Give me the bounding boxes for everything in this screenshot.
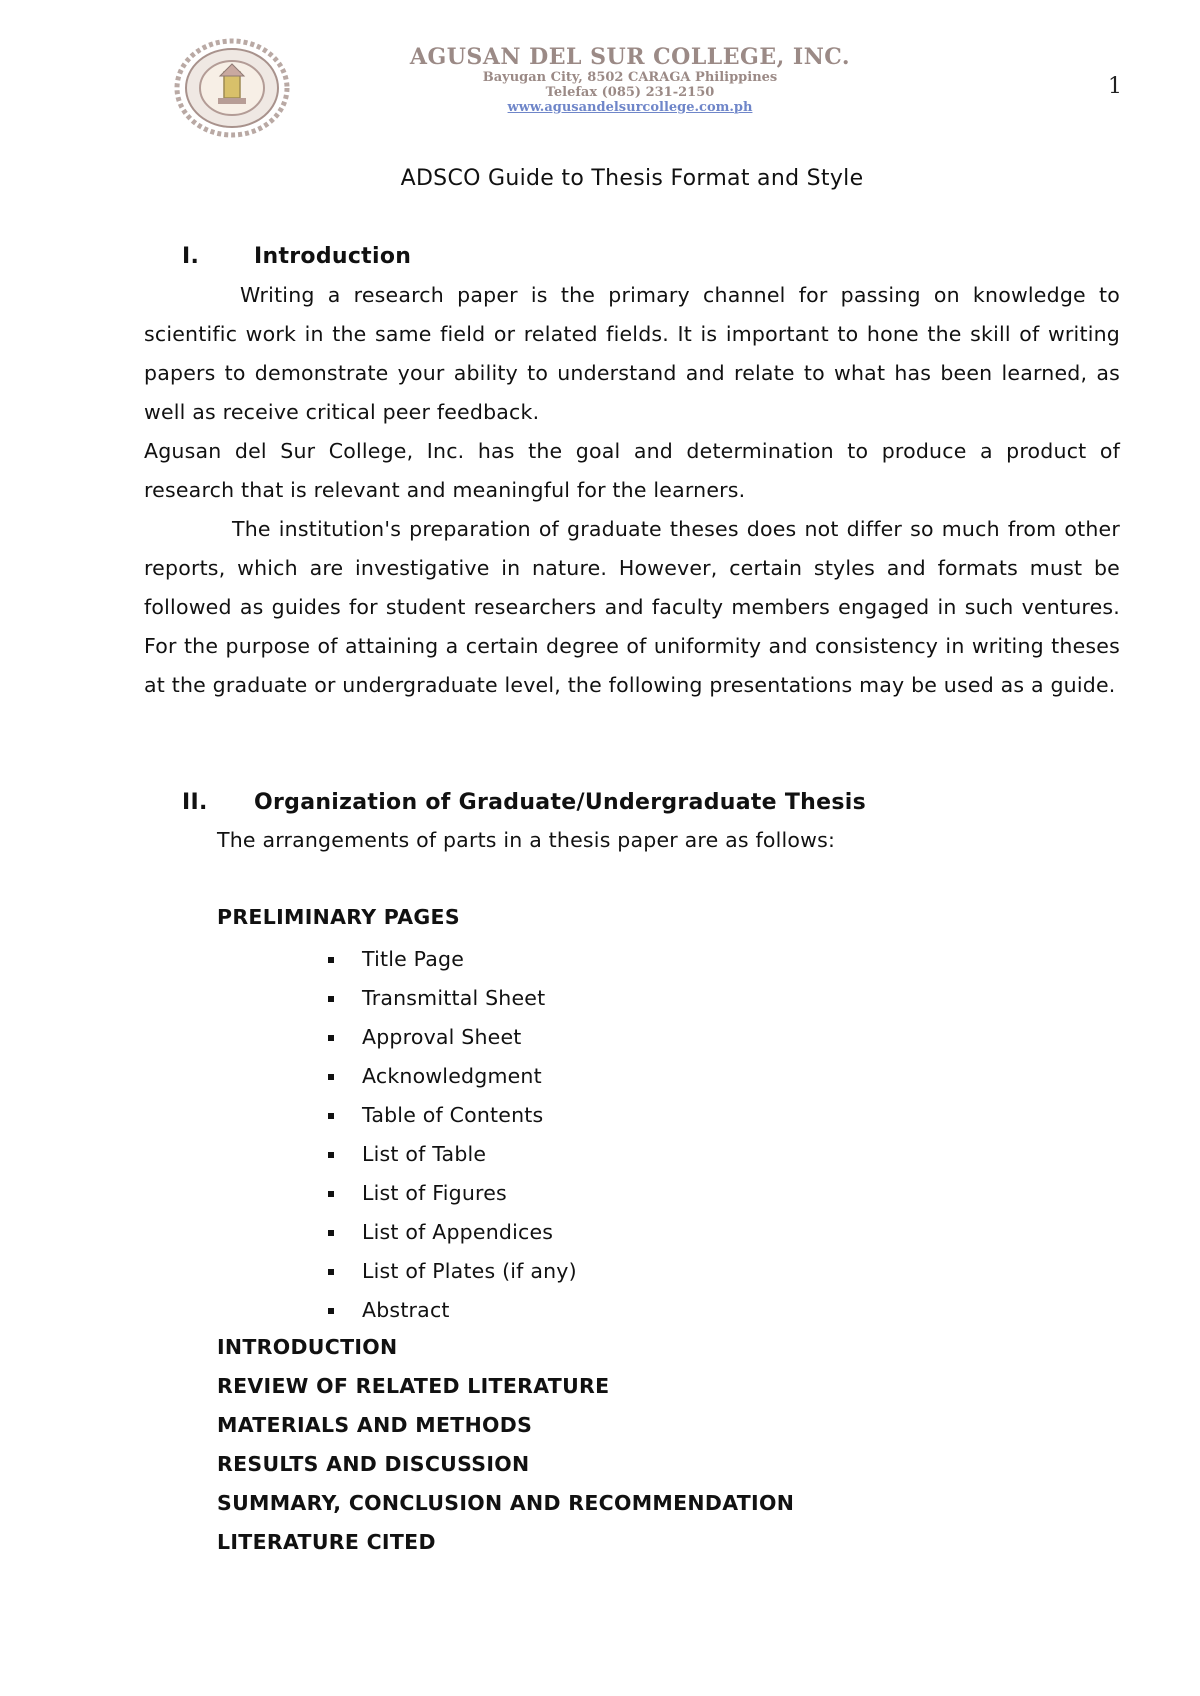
list-item-label: Table of Contents [362, 1103, 544, 1127]
list-item-label: Acknowledgment [362, 1064, 542, 1088]
paragraph: The institution's preparation of graduate theses does not differ so much from other reports, which are investigative in nature. However, certain styles and formats must be followed as guides for student researchers and faculty members engaged in such ventures. For the purpose of attaining a certain degree of uniformity and consistency in writing theses at the graduate or undergraduate level, the following presentations may be used as a guide. [144, 517, 1120, 697]
college-header [370, 44, 890, 116]
list-item [328, 1057, 577, 1096]
list-item-label: Transmittal Sheet [362, 986, 546, 1010]
bullet-square-icon [328, 957, 334, 963]
section-intro: The arrangements of parts in a thesis paper are as follows: [217, 828, 836, 852]
bullet-square-icon [328, 1074, 334, 1080]
list-item [328, 940, 577, 979]
college-telefax: Telefax (085) 231-2150 [545, 85, 715, 100]
bullet-square-icon [328, 1191, 334, 1197]
page-number: 1 [1108, 74, 1122, 99]
paragraph: Agusan del Sur College, Inc. has the goal and determination to produce a product of research that is relevant and meaningful for the learners. [144, 439, 1120, 502]
section-title: Introduction [254, 244, 412, 269]
section-title: Organization of Graduate/Undergraduate Thesis [254, 790, 866, 815]
bullet-square-icon [328, 1269, 334, 1275]
list-item-label: List of Appendices [362, 1220, 554, 1244]
main-part-methods: MATERIALS AND METHODS [217, 1413, 533, 1437]
preliminary-pages-heading: PRELIMINARY PAGES [217, 905, 460, 929]
list-item-label: List of Table [362, 1142, 487, 1166]
list-item-label: Title Page [362, 947, 465, 971]
section-heading-organization [182, 790, 866, 815]
bullet-square-icon [328, 1152, 334, 1158]
section-number: I. [182, 244, 200, 269]
bullet-square-icon [328, 1035, 334, 1041]
list-item-label: List of Plates (if any) [362, 1259, 577, 1283]
section-heading-introduction [182, 244, 411, 269]
list-item-label: List of Figures [362, 1181, 507, 1205]
college-address: Bayugan City, 8502 CARAGA Philippines [482, 70, 778, 85]
list-item [328, 1018, 577, 1057]
list-item-label: Approval Sheet [362, 1025, 522, 1049]
main-part-introduction: INTRODUCTION [217, 1335, 398, 1359]
preliminary-pages-list [328, 940, 577, 1330]
main-part-literature: LITERATURE CITED [217, 1530, 436, 1554]
section-number: II. [182, 790, 208, 815]
bullet-square-icon [328, 996, 334, 1002]
list-item [328, 979, 577, 1018]
list-item-label: Abstract [362, 1298, 450, 1322]
college-seal-icon [174, 38, 290, 138]
main-part-results: RESULTS AND DISCUSSION [217, 1452, 530, 1476]
paragraph: Writing a research paper is the primary channel for passing on knowledge to scientific work in the same field or related fields. It is important to hone the skill of writing papers to demonstrate your ability to understand and relate to what has been learned, as well as receive critical peer feedback. [144, 283, 1120, 424]
list-item [328, 1213, 577, 1252]
list-item [328, 1174, 577, 1213]
college-website-link[interactable]: www.agusandelsurcollege.com.ph [507, 100, 753, 115]
list-item [328, 1252, 577, 1291]
list-item [328, 1135, 577, 1174]
bullet-square-icon [328, 1113, 334, 1119]
list-item [328, 1291, 577, 1330]
main-part-summary: SUMMARY, CONCLUSION AND RECOMMENDATION [217, 1491, 795, 1515]
bullet-square-icon [328, 1230, 334, 1236]
bullet-square-icon [328, 1308, 334, 1314]
college-name: AGUSAN DEL SUR COLLEGE, INC. [409, 44, 851, 70]
list-item [328, 1096, 577, 1135]
main-part-review: REVIEW OF RELATED LITERATURE [217, 1374, 610, 1398]
document-title: ADSCO Guide to Thesis Format and Style [400, 166, 864, 191]
